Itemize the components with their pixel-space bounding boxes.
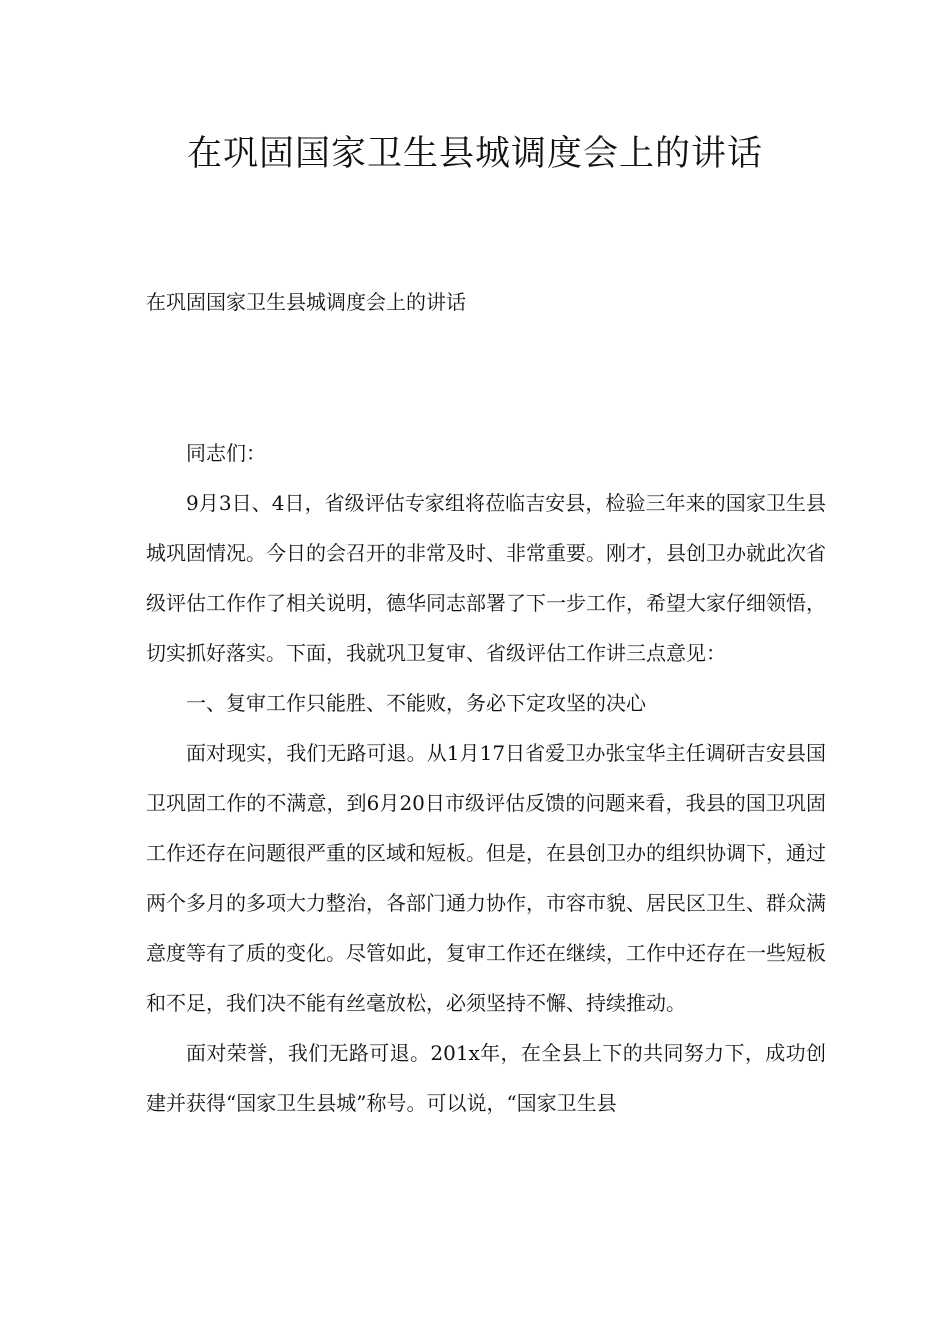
document-title: 在巩固国家卫生县城调度会上的讲话 <box>186 134 763 174</box>
document-body <box>146 428 826 1128</box>
paragraph-honor: 面对荣誉，我们无路可退。201x年，在全县上下的共同努力下，成功创建并获得“国家卫生县城”称号。可以说，“国家卫生县 <box>146 1041 826 1115</box>
paragraph-greeting: 同志们： <box>186 441 266 465</box>
section-heading-1: 一、复审工作只能胜、不能败，务必下定攻坚的决心 <box>186 691 646 715</box>
document-subtitle: 在巩固国家卫生县城调度会上的讲话 <box>146 290 466 314</box>
paragraph-intro: 9月3日、4日，省级评估专家组将莅临吉安县，检验三年来的国家卫生县城巩固情况。今日的会召开的非常及时、非常重要。刚才，县创卫办就此次省级评估工作作了相关说明，德华同志部署了下一步工作，希望大家仔细领悟，切实抓好落实。下面，我就巩卫复审、省级评估工作讲三点意见： <box>146 491 826 665</box>
paragraph-reality: 面对现实，我们无路可退。从1月17日省爱卫办张宝华主任调研吉安县国卫巩固工作的不满意，到6月20日市级评估反馈的问题来看，我县的国卫巩固工作还存在问题很严重的区域和短板。但是，在县创卫办的组织协调下，通过两个多月的多项大力整治，各部门通力协作，市容市貌、居民区卫生、群众满意度等有了质的变化。尽管如此，复审工作还在继续，工作中还存在一些短板和不足，我们决不能有丝毫放松，必须坚持不懈、持续推动。 <box>146 741 826 1015</box>
